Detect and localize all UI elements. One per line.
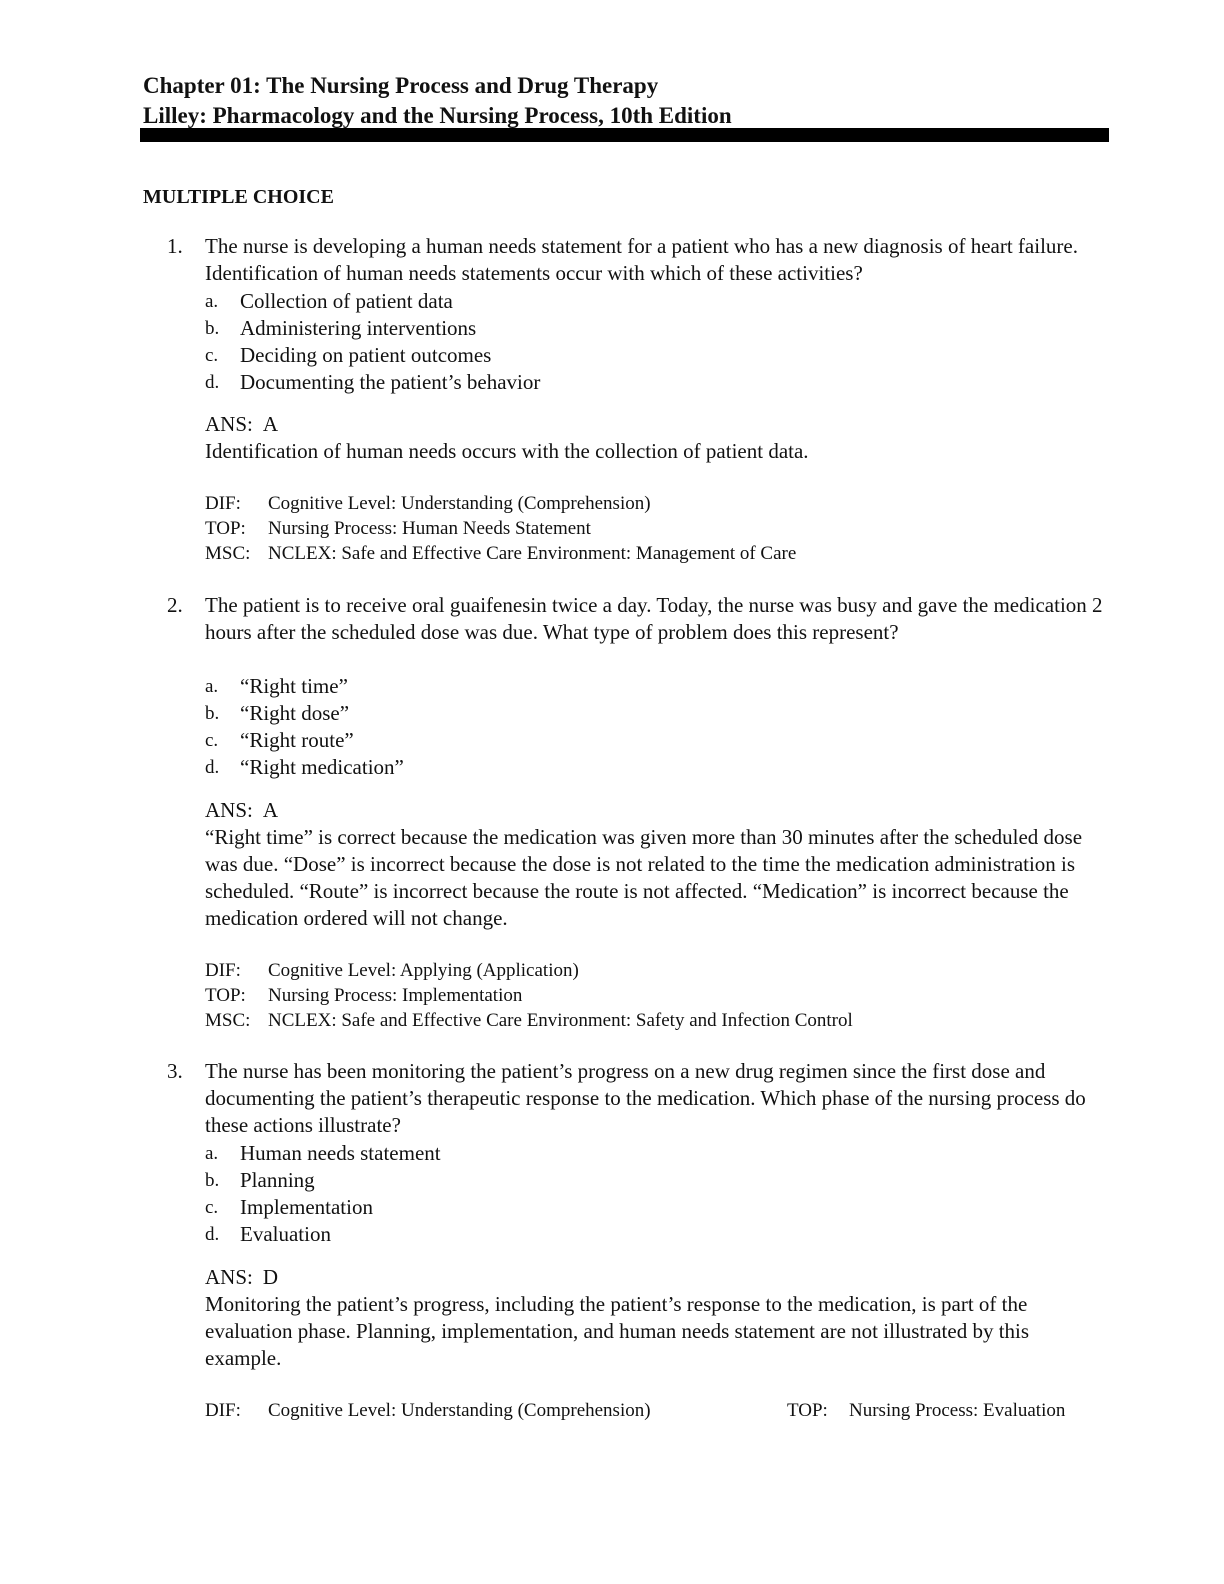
header-rule (140, 128, 1109, 142)
dif-value: Cognitive Level: Understanding (Comprehension) (268, 1400, 651, 1421)
option-text: Evaluation (240, 1222, 331, 1246)
options-list (205, 673, 1105, 781)
question-number: 2. (167, 593, 183, 617)
dif-value: Cognitive Level: Understanding (Comprehension) (268, 493, 651, 514)
option-d (205, 754, 1105, 781)
option-letter: c. (205, 730, 219, 751)
option-b (205, 315, 1105, 342)
option-letter: a. (205, 291, 219, 312)
option-letter: b. (205, 318, 220, 339)
metadata-block (205, 491, 1110, 566)
answer-block (205, 797, 1110, 932)
document-header (143, 71, 1109, 131)
option-text: Deciding on patient outcomes (240, 343, 492, 367)
msc-value: NCLEX: Safe and Effective Care Environment: Management of Care (268, 543, 797, 564)
option-d (205, 369, 1105, 396)
option-b (205, 700, 1105, 727)
option-text: Documenting the patient’s behavior (240, 370, 541, 394)
option-letter: d. (205, 757, 220, 778)
option-letter: d. (205, 1224, 220, 1245)
option-text: “Right route” (240, 728, 354, 752)
msc-value: NCLEX: Safe and Effective Care Environment: Safety and Infection Control (268, 1010, 853, 1031)
metadata-block (205, 1398, 1110, 1423)
option-text: Collection of patient data (240, 289, 453, 313)
chapter-title: Chapter 01: The Nursing Process and Drug Therapy (143, 73, 659, 98)
option-text: Planning (240, 1168, 315, 1192)
answer-block (205, 411, 1110, 465)
question-number: 1. (167, 234, 183, 258)
dif-label: DIF: (205, 493, 241, 514)
option-letter: b. (205, 1170, 220, 1191)
top-value: Nursing Process: Evaluation (849, 1400, 1066, 1421)
option-b (205, 1167, 1105, 1194)
option-c (205, 1194, 1105, 1221)
option-letter: a. (205, 1143, 219, 1164)
option-d (205, 1221, 1105, 1248)
question-number: 3. (167, 1059, 183, 1083)
options-list (205, 288, 1105, 396)
book-subtitle: Lilley: Pharmacology and the Nursing Process, 10th Edition (143, 103, 732, 128)
dif-label: DIF: (205, 960, 241, 981)
answer-block (205, 1264, 1110, 1372)
top-label: TOP: (787, 1400, 828, 1421)
option-a (205, 673, 1105, 700)
dif-value: Cognitive Level: Applying (Application) (268, 960, 579, 981)
options-list (205, 1140, 1105, 1248)
top-value: Nursing Process: Implementation (268, 985, 523, 1006)
option-a (205, 288, 1105, 315)
option-letter: d. (205, 372, 220, 393)
option-letter: b. (205, 703, 220, 724)
question-stem: The patient is to receive oral guaifenesin twice a day. Today, the nurse was busy and gave the medication 2 hours after the scheduled dose was due. What type of problem does this represent? (205, 593, 1103, 644)
answer-label: ANS: (205, 1265, 253, 1289)
option-c (205, 727, 1105, 754)
option-text: “Right dose” (240, 701, 350, 725)
top-label: TOP: (205, 985, 246, 1006)
option-c (205, 342, 1105, 369)
option-text: Human needs statement (240, 1141, 441, 1165)
section-title: MULTIPLE CHOICE (143, 186, 334, 208)
answer-value: A (262, 412, 279, 436)
answer-label: ANS: (205, 798, 253, 822)
dif-label: DIF: (205, 1400, 241, 1421)
rationale: “Right time” is correct because the medication was given more than 30 minutes after the scheduled dose was due. “Dose” is incorrect because the dose is not related to the time the medication administration is scheduled. “Route” is incorrect because the route is not affected. “Medication” is incorrect because the medication ordered will not change. (205, 825, 1083, 930)
question-stem: The nurse is developing a human needs statement for a patient who has a new diagnosis of heart failure. Identification of human needs statements occur with which of these activities? (205, 234, 1078, 285)
msc-label: MSC: (205, 1010, 251, 1031)
option-text: Administering interventions (240, 316, 477, 340)
answer-value: A (262, 798, 279, 822)
option-letter: c. (205, 1197, 219, 1218)
option-text: “Right time” (240, 674, 348, 698)
option-letter: c. (205, 345, 219, 366)
option-text: Implementation (240, 1195, 373, 1219)
option-letter: a. (205, 676, 219, 697)
metadata-block (205, 958, 1110, 1033)
option-text: “Right medication” (240, 755, 404, 779)
rationale: Identification of human needs occurs with the collection of patient data. (205, 439, 809, 463)
top-value: Nursing Process: Human Needs Statement (268, 518, 591, 539)
option-a (205, 1140, 1105, 1167)
question-stem: The nurse has been monitoring the patient’s progress on a new drug regimen since the first dose and documenting the patient’s therapeutic response to the medication. Which phase of the nursing process do these actions illustrate? (205, 1059, 1086, 1137)
rationale: Monitoring the patient’s progress, including the patient’s response to the medication, is part of the evaluation phase. Planning, implementation, and human needs statement are not illustrated by this example. (205, 1292, 1030, 1370)
top-label: TOP: (205, 518, 246, 539)
msc-label: MSC: (205, 543, 251, 564)
answer-label: ANS: (205, 412, 253, 436)
answer-value: D (262, 1265, 279, 1289)
